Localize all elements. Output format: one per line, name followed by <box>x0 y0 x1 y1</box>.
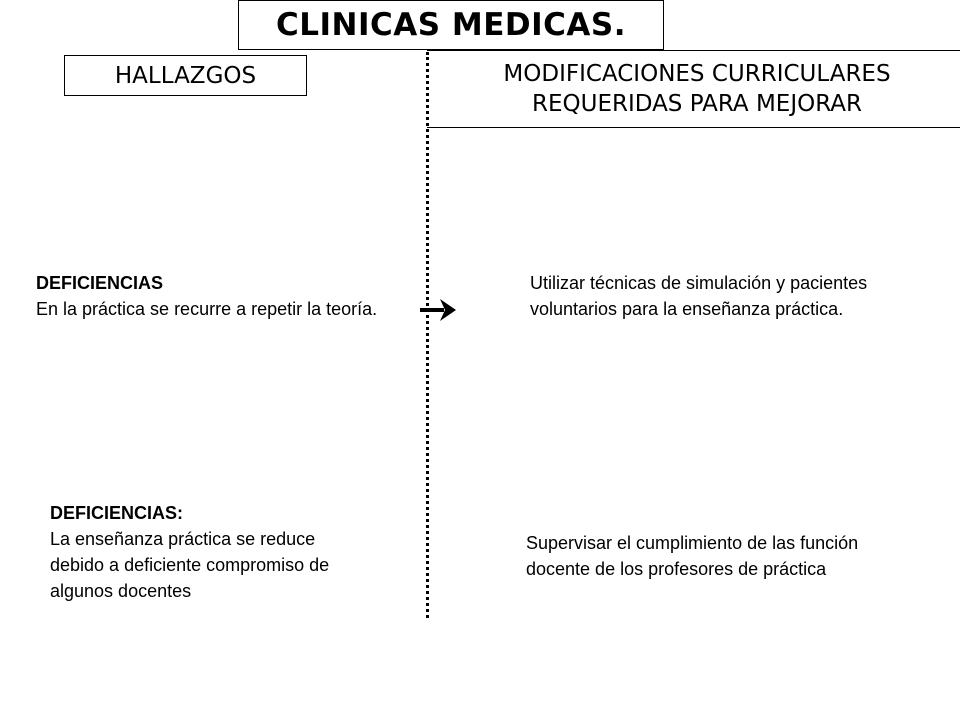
title-box <box>238 0 664 50</box>
modifications-header-box <box>427 50 960 128</box>
modification-1-text: Utilizar técnicas de simulación y pacientes voluntarios para la enseñanza práctica. <box>530 273 868 319</box>
modification-1 <box>530 270 890 322</box>
modification-2-text: Supervisar el cumplimiento de las función docente de los profesores de práctica <box>526 533 859 579</box>
dotted-divider <box>426 52 429 618</box>
modifications-header-line1: MODIFICACIONES CURRICULARES <box>503 61 891 87</box>
finding-1 <box>36 270 408 322</box>
finding-1-text: En la práctica se recurre a repetir la teoría. <box>36 299 378 319</box>
finding-2-text: La enseñanza práctica se reduce debido a deficiente compromiso de algunos docentes <box>50 529 330 601</box>
hallazgos-header: HALLAZGOS <box>114 62 257 89</box>
hallazgos-header-box <box>64 55 307 96</box>
modifications-header-line2: REQUERIDAS PARA MEJORAR <box>532 91 862 117</box>
page-title: CLINICAS MEDICAS. <box>275 7 626 43</box>
finding-2 <box>50 500 350 604</box>
finding-1-heading: DEFICIENCIAS <box>36 273 164 293</box>
right-arrow-icon <box>420 297 460 323</box>
modification-2 <box>526 530 896 582</box>
finding-2-heading: DEFICIENCIAS: <box>50 503 184 523</box>
